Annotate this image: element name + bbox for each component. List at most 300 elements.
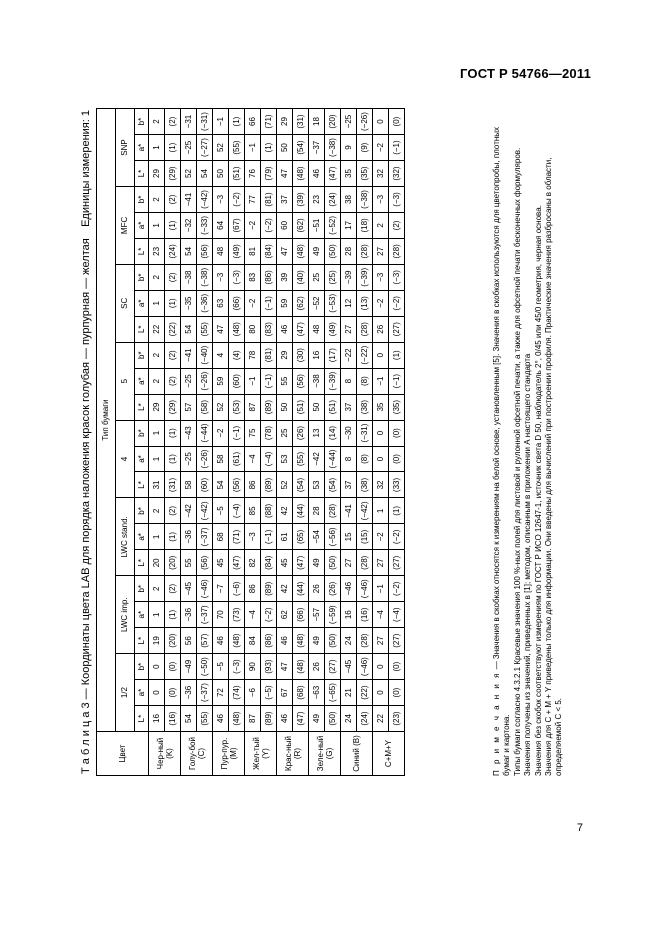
table-cell: (81) xyxy=(261,186,277,212)
table-cell: (73) xyxy=(229,602,245,628)
table-cell: 1 xyxy=(149,602,165,628)
table-cell: 4 xyxy=(213,342,229,368)
sub-header: L* xyxy=(135,550,149,576)
note-line: Значения для C + M + Y приведены только для информации. Они введены для вычислений при построении профиля. Практические значения разбросаны в области, определяемой C < 5. xyxy=(544,157,564,776)
table-cell: 53 xyxy=(277,446,293,472)
table-cell: (27) xyxy=(389,550,405,576)
paper-type-header: SNP xyxy=(116,109,135,187)
color-name: Пур-пур. (M) xyxy=(213,732,245,776)
table-cell: −3 xyxy=(213,186,229,212)
table-cell: (−39) xyxy=(325,368,341,394)
table-cell: (51) xyxy=(229,161,245,187)
table-cell: (71) xyxy=(229,524,245,550)
table-cell: 29 xyxy=(149,161,165,187)
table-cell: 55 xyxy=(181,550,197,576)
table-cell: (−39) xyxy=(357,264,373,290)
table-cell: −25 xyxy=(181,446,197,472)
table-cell: 49 xyxy=(309,706,325,732)
table-row xyxy=(277,109,293,776)
table-cell: (55) xyxy=(197,316,213,342)
table-row-alt xyxy=(325,109,341,776)
table-cell: 49 xyxy=(309,628,325,654)
table-cell: (29) xyxy=(165,161,181,187)
table-cell: (47) xyxy=(293,316,309,342)
table-row-alt xyxy=(229,109,245,776)
table-cell: 47 xyxy=(277,161,293,187)
table-row xyxy=(181,109,197,776)
table-cell: 68 xyxy=(213,524,229,550)
table-cell: (2) xyxy=(165,342,181,368)
table-cell: 78 xyxy=(245,342,261,368)
table-cell: −39 xyxy=(341,264,357,290)
table-cell: −35 xyxy=(181,290,197,316)
table-cell: (89) xyxy=(261,576,277,602)
table-cell: (32) xyxy=(389,161,405,187)
table-cell: (84) xyxy=(261,550,277,576)
table-cell: (86) xyxy=(261,264,277,290)
table-cell: (−46) xyxy=(357,576,373,602)
table-cell: (57) xyxy=(197,628,213,654)
table-cell: 26 xyxy=(309,654,325,680)
table-cell: (55) xyxy=(229,135,245,161)
table-cell: (2) xyxy=(165,109,181,135)
sub-header: L* xyxy=(135,394,149,420)
table-cell: 0 xyxy=(373,342,389,368)
table-cell: (−33) xyxy=(197,212,213,238)
table-cell: (60) xyxy=(197,472,213,498)
table-cell: (−1) xyxy=(389,135,405,161)
table-cell: (28) xyxy=(325,498,341,524)
table-cell: 58 xyxy=(181,472,197,498)
table-cell: (40) xyxy=(293,264,309,290)
table-cell: 2 xyxy=(149,264,165,290)
color-name: Жел-тый (Y) xyxy=(245,732,277,776)
table-cell: (1) xyxy=(165,420,181,446)
table-cell: 50 xyxy=(277,135,293,161)
table-cell: −41 xyxy=(341,498,357,524)
table-cell: (−3) xyxy=(389,264,405,290)
table-cell: (50) xyxy=(325,706,341,732)
table-cell: (−26) xyxy=(357,109,373,135)
table-cell: 50 xyxy=(277,394,293,420)
table-cell: 53 xyxy=(309,472,325,498)
paper-type-header: Тип бумаги xyxy=(97,109,116,732)
table-cell: 81 xyxy=(245,238,261,264)
table-cell: −46 xyxy=(341,576,357,602)
table-cell: (48) xyxy=(293,161,309,187)
table-row-alt xyxy=(293,109,309,776)
table-cell: 46 xyxy=(277,706,293,732)
table-cell: (−2) xyxy=(261,212,277,238)
table-cell: (56) xyxy=(197,550,213,576)
table-cell: (−2) xyxy=(389,524,405,550)
table-cell: 48 xyxy=(213,238,229,264)
table-cell: 90 xyxy=(245,654,261,680)
table-cell: −2 xyxy=(373,290,389,316)
table-cell: (61) xyxy=(229,446,245,472)
table-cell: (56) xyxy=(229,472,245,498)
color-name: Голу-бой (C) xyxy=(181,732,213,776)
table-cell: (48) xyxy=(293,654,309,680)
table-cell: (−37) xyxy=(197,524,213,550)
table-cell: (−38) xyxy=(197,264,213,290)
table-cell: (−31) xyxy=(357,420,373,446)
table-cell: −4 xyxy=(373,602,389,628)
table-cell: 2 xyxy=(149,368,165,394)
table-cell: (47) xyxy=(293,550,309,576)
table-cell: 1 xyxy=(149,524,165,550)
table-cell: 0 xyxy=(149,654,165,680)
table-cell: (−46) xyxy=(357,654,373,680)
page-number: 7 xyxy=(576,822,583,834)
sub-header: L* xyxy=(135,316,149,342)
table-cell: 2 xyxy=(373,212,389,238)
table-cell: −2 xyxy=(213,420,229,446)
table-cell: 61 xyxy=(277,524,293,550)
table-cell: (20) xyxy=(325,109,341,135)
table-cell: (27) xyxy=(389,628,405,654)
table-cell: (13) xyxy=(357,290,373,316)
table-cell: −2 xyxy=(245,290,261,316)
table-cell: (24) xyxy=(325,186,341,212)
table-cell: 77 xyxy=(245,186,261,212)
table-cell: (−31) xyxy=(197,109,213,135)
table-cell: (48) xyxy=(293,628,309,654)
table-cell: (49) xyxy=(325,316,341,342)
table-cell: 80 xyxy=(245,316,261,342)
table-cell: 21 xyxy=(341,680,357,706)
table-cell: 16 xyxy=(149,706,165,732)
table-cell: (−42) xyxy=(357,498,373,524)
table-cell: (2) xyxy=(165,368,181,394)
table-cell: (2) xyxy=(165,576,181,602)
table-cell: 18 xyxy=(309,109,325,135)
table-cell: (28) xyxy=(357,628,373,654)
table-cell: (44) xyxy=(293,576,309,602)
table-cell: 16 xyxy=(341,602,357,628)
table-cell: 76 xyxy=(245,161,261,187)
table-cell: 23 xyxy=(309,186,325,212)
table-cell: 47 xyxy=(213,316,229,342)
table-cell: (1) xyxy=(165,290,181,316)
table-cell: (60) xyxy=(229,368,245,394)
color-header: Цвет xyxy=(97,732,149,776)
table-cell: (35) xyxy=(389,394,405,420)
table-cell: (8) xyxy=(357,368,373,394)
color-name: Зеле-ный (G) xyxy=(309,732,341,776)
table-cell: −54 xyxy=(309,524,325,550)
table-cell: 25 xyxy=(309,264,325,290)
table-cell: −52 xyxy=(309,290,325,316)
table-cell: (48) xyxy=(293,238,309,264)
table-caption: Т а б л и ц а 3 — Координаты цвета LAB для порядка наложения красок голубая — пурпурная — желтая xyxy=(80,238,92,774)
table-cell: (22) xyxy=(357,680,373,706)
table-cell: −45 xyxy=(181,576,197,602)
table-cell: −1 xyxy=(245,135,261,161)
table-cell: (79) xyxy=(261,161,277,187)
table-cell: (−40) xyxy=(197,342,213,368)
table-cell: (81) xyxy=(261,342,277,368)
table-cell: (−42) xyxy=(197,498,213,524)
table-cell: 1 xyxy=(373,498,389,524)
table-cell: 86 xyxy=(245,472,261,498)
note-line: Значения получены из значений, приведенных в [1]; методом, описанным в приложении А настоящего стандарта xyxy=(523,353,533,776)
table-cell: 19 xyxy=(149,628,165,654)
color-name: Крас-ный (R) xyxy=(277,732,309,776)
table-cell: 58 xyxy=(213,446,229,472)
table-cell: −32 xyxy=(181,212,197,238)
table-cell: −4 xyxy=(245,446,261,472)
table-cell: (17) xyxy=(325,342,341,368)
note-line: — Значения в скобках относятся к измерениям на белой основе, установленным [5]. Значения в скобках используются для цветопробы, плотных бумаг и картона. xyxy=(492,126,512,776)
table-cell: 0 xyxy=(149,680,165,706)
sub-header: b* xyxy=(135,342,149,368)
table-cell: (48) xyxy=(229,706,245,732)
table-cell: 52 xyxy=(213,135,229,161)
table-cell: −22 xyxy=(341,342,357,368)
table-cell: (−42) xyxy=(197,186,213,212)
table-cell: 54 xyxy=(197,161,213,187)
table-cell: −63 xyxy=(309,680,325,706)
table-cell: (89) xyxy=(261,394,277,420)
sub-header: a* xyxy=(135,446,149,472)
table-cell: (27) xyxy=(325,654,341,680)
table-cell: (56) xyxy=(197,238,213,264)
lab-coordinates-table xyxy=(96,108,405,776)
table-cell: (89) xyxy=(261,706,277,732)
table-cell: (−44) xyxy=(325,446,341,472)
table-cell: 49 xyxy=(309,550,325,576)
table-cell: (−37) xyxy=(197,602,213,628)
table-cell: 64 xyxy=(213,212,229,238)
table-cell: 27 xyxy=(341,316,357,342)
table-cell: 54 xyxy=(181,316,197,342)
table-cell: (1) xyxy=(165,212,181,238)
table-cell: (47) xyxy=(293,706,309,732)
table-cell: (66) xyxy=(293,602,309,628)
table-cell: −4 xyxy=(245,602,261,628)
table-cell: 87 xyxy=(245,706,261,732)
table-cell: (2) xyxy=(389,212,405,238)
table-cell: 32 xyxy=(373,161,389,187)
table-cell: (54) xyxy=(293,472,309,498)
table-cell: (55) xyxy=(197,706,213,732)
table-cell: (48) xyxy=(229,316,245,342)
table-cell: −30 xyxy=(341,420,357,446)
table-cell: (18) xyxy=(357,212,373,238)
table-cell: (54) xyxy=(293,135,309,161)
table-row xyxy=(149,109,165,776)
table-cell: 26 xyxy=(373,316,389,342)
table-cell: (78) xyxy=(261,420,277,446)
table-cell: (93) xyxy=(261,654,277,680)
table-cell: (0) xyxy=(389,654,405,680)
table-cell: (16) xyxy=(165,706,181,732)
table-cell: 46 xyxy=(277,628,293,654)
table-cell: 46 xyxy=(213,706,229,732)
table-cell: 1 xyxy=(149,420,165,446)
paper-type-header: 5 xyxy=(116,342,135,420)
table-cell: 0 xyxy=(373,109,389,135)
table-cell: (58) xyxy=(197,394,213,420)
table-cell: 32 xyxy=(373,472,389,498)
table-cell: −5 xyxy=(213,654,229,680)
table-cell: −2 xyxy=(373,524,389,550)
table-cell: 54 xyxy=(181,238,197,264)
table-cell: 37 xyxy=(277,186,293,212)
table-cell: −42 xyxy=(309,446,325,472)
table-cell: (38) xyxy=(357,394,373,420)
table-row-alt xyxy=(389,109,405,776)
table-cell: (−46) xyxy=(197,576,213,602)
table-cell: (−26) xyxy=(197,368,213,394)
table-cell: 47 xyxy=(277,238,293,264)
table-cell: 1 xyxy=(149,446,165,472)
table-cell: 86 xyxy=(245,576,261,602)
table-cell: (−38) xyxy=(325,135,341,161)
table-cell: 8 xyxy=(341,368,357,394)
table-cell: −3 xyxy=(245,524,261,550)
table-row xyxy=(245,109,261,776)
table-body xyxy=(149,109,405,776)
table-cell: 29 xyxy=(149,394,165,420)
table-cell: −38 xyxy=(181,264,197,290)
sub-header: b* xyxy=(135,186,149,212)
table-cell: (71) xyxy=(261,109,277,135)
table-cell: −37 xyxy=(309,135,325,161)
paper-type-header: 4 xyxy=(116,420,135,498)
table-cell: (15) xyxy=(357,524,373,550)
table-cell: −36 xyxy=(181,602,197,628)
sub-header: a* xyxy=(135,290,149,316)
table-row xyxy=(373,109,389,776)
table-cell: (−53) xyxy=(325,290,341,316)
table-cell: 15 xyxy=(341,524,357,550)
table-cell: (24) xyxy=(165,238,181,264)
table-cell: −41 xyxy=(181,342,197,368)
table-cell: (33) xyxy=(389,472,405,498)
table-cell: (1) xyxy=(389,498,405,524)
table-cell: (51) xyxy=(293,394,309,420)
sub-header: L* xyxy=(135,472,149,498)
table-cell: −25 xyxy=(181,368,197,394)
table-cell: (0) xyxy=(389,446,405,472)
paper-type-header: LWC stand. xyxy=(116,498,135,576)
table-cell: (56) xyxy=(293,368,309,394)
table-cell: 46 xyxy=(213,628,229,654)
table-cell: 46 xyxy=(277,316,293,342)
table-cell: (50) xyxy=(325,550,341,576)
table-cell: 70 xyxy=(213,602,229,628)
table-cell: 62 xyxy=(277,602,293,628)
table-cell: (1) xyxy=(165,524,181,550)
table-cell: −36 xyxy=(181,524,197,550)
table-cell: (53) xyxy=(229,394,245,420)
sub-header: b* xyxy=(135,498,149,524)
table-cell: −31 xyxy=(181,109,197,135)
sub-header: a* xyxy=(135,368,149,394)
table-cell: 1 xyxy=(149,212,165,238)
table-cell: (62) xyxy=(293,290,309,316)
table-cell: (1) xyxy=(229,109,245,135)
table-cell: (20) xyxy=(165,550,181,576)
table-cell: 52 xyxy=(213,394,229,420)
table-cell: (0) xyxy=(389,420,405,446)
table-row-alt xyxy=(165,109,181,776)
table-cell: (−2) xyxy=(389,576,405,602)
table-cell: −41 xyxy=(181,186,197,212)
table-cell: −25 xyxy=(341,109,357,135)
table-cell: (9) xyxy=(357,135,373,161)
table-cell: 67 xyxy=(277,680,293,706)
table-cell: 27 xyxy=(341,550,357,576)
table-cell: −3 xyxy=(213,264,229,290)
table-cell: −57 xyxy=(309,602,325,628)
table-cell: 1 xyxy=(149,290,165,316)
table-cell: (49) xyxy=(229,238,245,264)
table-cell: 8 xyxy=(341,446,357,472)
table-cell: (−2) xyxy=(229,186,245,212)
table-cell: 56 xyxy=(181,628,197,654)
table-cell: (26) xyxy=(293,420,309,446)
document-header: ГОСТ Р 54766—2011 xyxy=(460,66,591,81)
table-cell: (−4) xyxy=(389,602,405,628)
table-cell: 23 xyxy=(149,238,165,264)
table-cell: (23) xyxy=(389,706,405,732)
table-cell: 28 xyxy=(309,498,325,524)
paper-type-header: MFC xyxy=(116,186,135,264)
table-cell: 45 xyxy=(277,550,293,576)
table-row xyxy=(309,109,325,776)
table-cell: 72 xyxy=(213,680,229,706)
table-cell: (67) xyxy=(229,212,245,238)
table-cell: 47 xyxy=(277,654,293,680)
table-cell: (31) xyxy=(293,109,309,135)
table-cell: 2 xyxy=(149,109,165,135)
table-cell: (−50) xyxy=(197,654,213,680)
table-cell: (−5) xyxy=(261,680,277,706)
table-cell: (2) xyxy=(165,498,181,524)
table-cell: 63 xyxy=(213,290,229,316)
table-cell: 27 xyxy=(373,628,389,654)
table-cell: 37 xyxy=(341,394,357,420)
table-cell: −1 xyxy=(213,109,229,135)
table-cell: (1) xyxy=(165,135,181,161)
table-cell: (26) xyxy=(325,576,341,602)
table-cell: 85 xyxy=(245,498,261,524)
table-cell: 49 xyxy=(309,238,325,264)
sub-header: b* xyxy=(135,264,149,290)
table-cell: (31) xyxy=(165,472,181,498)
table-cell: 59 xyxy=(277,290,293,316)
sub-header: a* xyxy=(135,212,149,238)
table-cell: (−38) xyxy=(357,186,373,212)
table-cell: (28) xyxy=(357,238,373,264)
table-cell: −3 xyxy=(373,186,389,212)
table-cell: (−37) xyxy=(197,680,213,706)
table-cell: (29) xyxy=(165,394,181,420)
table-cell: −5 xyxy=(213,498,229,524)
table-cell: (88) xyxy=(261,498,277,524)
table-cell: −25 xyxy=(181,135,197,161)
table-cell: 24 xyxy=(341,628,357,654)
table-cell: 28 xyxy=(341,238,357,264)
table-cell: 52 xyxy=(181,161,197,187)
table-cell: (50) xyxy=(325,628,341,654)
rotated-table-region xyxy=(80,108,592,776)
table-cell: (−2) xyxy=(261,602,277,628)
sub-header: L* xyxy=(135,238,149,264)
